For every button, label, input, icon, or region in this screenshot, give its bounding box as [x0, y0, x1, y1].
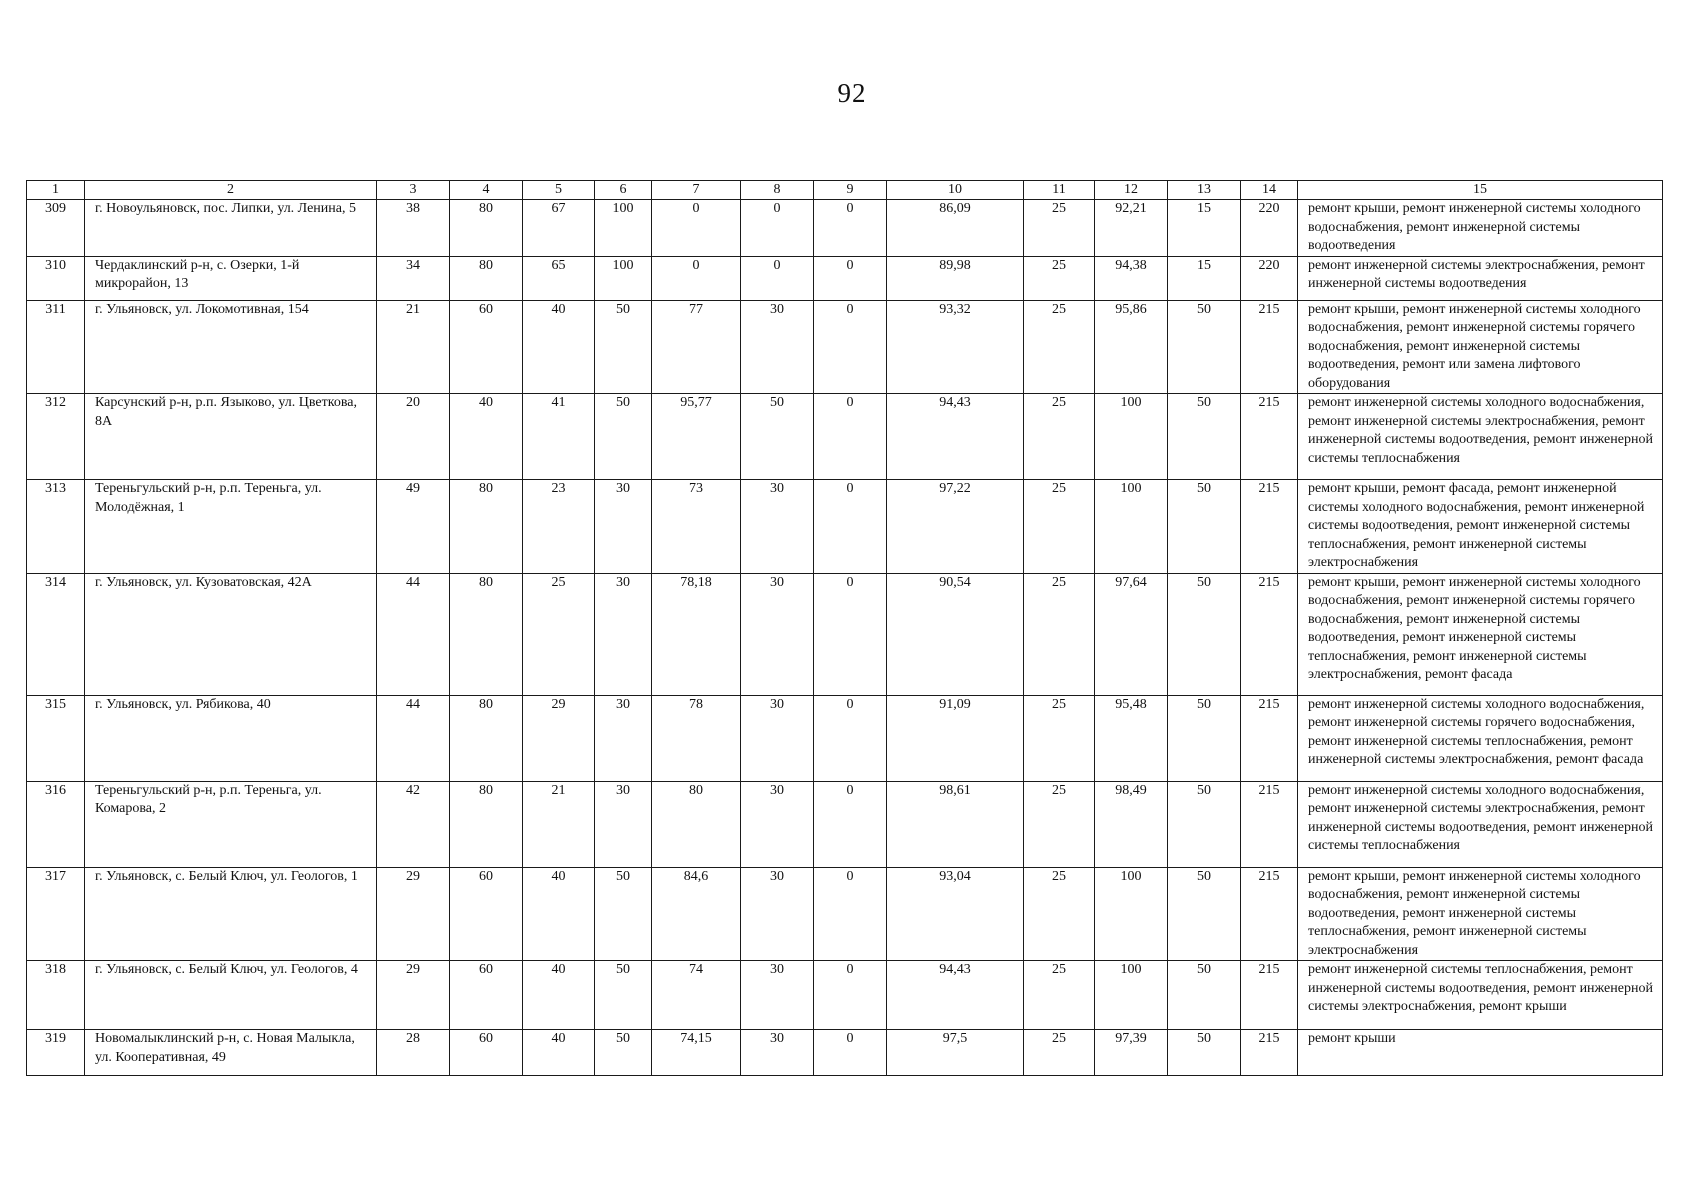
table-row: [27, 695, 1663, 781]
column-header-4: 4: [450, 181, 523, 200]
value-cell: 30: [741, 573, 814, 695]
value-cell: 50: [595, 961, 652, 1030]
row-number-cell: 312: [27, 394, 85, 480]
value-cell: 100: [1095, 961, 1168, 1030]
address-cell: г. Ульяновск, ул. Локомотивная, 154: [85, 300, 377, 394]
value-cell: 50: [1168, 867, 1241, 961]
table-row: [27, 1030, 1663, 1076]
works-cell: ремонт крыши, ремонт инженерной системы холодного водоснабжения, ремонт инженерной системы водоотведения: [1298, 200, 1663, 257]
value-cell: 30: [741, 1030, 814, 1076]
value-cell: 0: [814, 573, 887, 695]
value-cell: 25: [1024, 1030, 1095, 1076]
table-row: [27, 573, 1663, 695]
address-cell: г. Ульяновск, ул. Кузоватовская, 42А: [85, 573, 377, 695]
value-cell: 215: [1241, 573, 1298, 695]
value-cell: 74,15: [652, 1030, 741, 1076]
value-cell: 25: [1024, 256, 1095, 300]
value-cell: 60: [450, 961, 523, 1030]
column-header-6: 6: [595, 181, 652, 200]
value-cell: 25: [1024, 961, 1095, 1030]
value-cell: 60: [450, 867, 523, 961]
table-row: [27, 300, 1663, 394]
value-cell: 30: [741, 781, 814, 867]
value-cell: 97,22: [887, 480, 1024, 574]
value-cell: 25: [1024, 781, 1095, 867]
column-header-10: 10: [887, 181, 1024, 200]
value-cell: 98,61: [887, 781, 1024, 867]
works-cell: ремонт крыши: [1298, 1030, 1663, 1076]
value-cell: 30: [595, 781, 652, 867]
value-cell: 93,32: [887, 300, 1024, 394]
value-cell: 215: [1241, 867, 1298, 961]
value-cell: 77: [652, 300, 741, 394]
value-cell: 40: [523, 300, 595, 394]
row-number-cell: 310: [27, 256, 85, 300]
column-header-9: 9: [814, 181, 887, 200]
value-cell: 44: [377, 695, 450, 781]
value-cell: 50: [595, 1030, 652, 1076]
table-row: [27, 394, 1663, 480]
value-cell: 65: [523, 256, 595, 300]
row-number-cell: 315: [27, 695, 85, 781]
table-row: [27, 781, 1663, 867]
works-cell: ремонт инженерной системы теплоснабжения, ремонт инженерной системы водоотведения, ремонт инженерной системы электроснабжения, ремонт крыши: [1298, 961, 1663, 1030]
value-cell: 30: [741, 480, 814, 574]
value-cell: 74: [652, 961, 741, 1030]
value-cell: 0: [814, 961, 887, 1030]
value-cell: 0: [652, 200, 741, 257]
works-cell: ремонт инженерной системы холодного водоснабжения, ремонт инженерной системы горячего водоснабжения, ремонт инженерной системы теплоснабжения, ремонт инженерной системы электроснабжения, ремонт фасада: [1298, 695, 1663, 781]
value-cell: 0: [814, 300, 887, 394]
value-cell: 100: [1095, 867, 1168, 961]
address-cell: г. Ульяновск, с. Белый Ключ, ул. Геологов, 1: [85, 867, 377, 961]
value-cell: 0: [814, 480, 887, 574]
value-cell: 78: [652, 695, 741, 781]
value-cell: 97,64: [1095, 573, 1168, 695]
table-row: [27, 961, 1663, 1030]
column-header-7: 7: [652, 181, 741, 200]
value-cell: 94,43: [887, 961, 1024, 1030]
value-cell: 97,5: [887, 1030, 1024, 1076]
value-cell: 0: [814, 256, 887, 300]
column-header-14: 14: [1241, 181, 1298, 200]
address-cell: г. Ульяновск, с. Белый Ключ, ул. Геологов, 4: [85, 961, 377, 1030]
value-cell: 95,48: [1095, 695, 1168, 781]
works-cell: ремонт крыши, ремонт инженерной системы холодного водоснабжения, ремонт инженерной системы горячего водоснабжения, ремонт инженерной системы водоотведения, ремонт инженерной системы теплоснабжения, ремонт инженерной системы электроснабжения, ремонт фасада: [1298, 573, 1663, 695]
table-body: [27, 200, 1663, 1076]
value-cell: 29: [377, 867, 450, 961]
value-cell: 95,86: [1095, 300, 1168, 394]
row-number-cell: 316: [27, 781, 85, 867]
value-cell: 0: [814, 200, 887, 257]
value-cell: 215: [1241, 300, 1298, 394]
value-cell: 40: [523, 961, 595, 1030]
works-cell: ремонт инженерной системы холодного водоснабжения, ремонт инженерной системы электроснабжения, ремонт инженерной системы водоотведения, ремонт инженерной системы теплоснабжения: [1298, 781, 1663, 867]
page-number: 92: [837, 78, 867, 108]
value-cell: 60: [450, 1030, 523, 1076]
address-cell: г. Ульяновск, ул. Рябикова, 40: [85, 695, 377, 781]
value-cell: 215: [1241, 1030, 1298, 1076]
value-cell: 50: [1168, 394, 1241, 480]
value-cell: 80: [450, 695, 523, 781]
header-row: [27, 181, 1663, 200]
value-cell: 94,38: [1095, 256, 1168, 300]
value-cell: 50: [741, 394, 814, 480]
value-cell: 78,18: [652, 573, 741, 695]
value-cell: 50: [1168, 781, 1241, 867]
column-header-8: 8: [741, 181, 814, 200]
value-cell: 50: [1168, 695, 1241, 781]
value-cell: 49: [377, 480, 450, 574]
value-cell: 100: [1095, 480, 1168, 574]
value-cell: 30: [595, 695, 652, 781]
row-number-cell: 318: [27, 961, 85, 1030]
value-cell: 100: [595, 200, 652, 257]
value-cell: 0: [814, 695, 887, 781]
value-cell: 25: [1024, 394, 1095, 480]
value-cell: 0: [814, 1030, 887, 1076]
value-cell: 80: [450, 200, 523, 257]
address-cell: Новомалыклинский р-н, с. Новая Малыкла, ул. Кооперативная, 49: [85, 1030, 377, 1076]
value-cell: 50: [1168, 573, 1241, 695]
value-cell: 40: [450, 394, 523, 480]
column-header-2: 2: [85, 181, 377, 200]
works-cell: ремонт крыши, ремонт фасада, ремонт инженерной системы холодного водоснабжения, ремонт инженерной системы водоотведения, ремонт инженерной системы теплоснабжения, ремонт инженерной системы электроснабжения: [1298, 480, 1663, 574]
row-number-cell: 319: [27, 1030, 85, 1076]
value-cell: 41: [523, 394, 595, 480]
value-cell: 100: [595, 256, 652, 300]
value-cell: 34: [377, 256, 450, 300]
value-cell: 84,6: [652, 867, 741, 961]
value-cell: 40: [523, 1030, 595, 1076]
value-cell: 95,77: [652, 394, 741, 480]
value-cell: 0: [814, 867, 887, 961]
value-cell: 15: [1168, 200, 1241, 257]
value-cell: 89,98: [887, 256, 1024, 300]
value-cell: 97,39: [1095, 1030, 1168, 1076]
value-cell: 21: [523, 781, 595, 867]
value-cell: 73: [652, 480, 741, 574]
table-row: [27, 200, 1663, 257]
value-cell: 67: [523, 200, 595, 257]
value-cell: 215: [1241, 480, 1298, 574]
works-cell: ремонт инженерной системы электроснабжения, ремонт инженерной системы водоотведения: [1298, 256, 1663, 300]
column-header-3: 3: [377, 181, 450, 200]
row-number-cell: 314: [27, 573, 85, 695]
value-cell: 94,43: [887, 394, 1024, 480]
value-cell: 80: [450, 781, 523, 867]
value-cell: 50: [595, 867, 652, 961]
column-header-15: 15: [1298, 181, 1663, 200]
value-cell: 25: [523, 573, 595, 695]
value-cell: 90,54: [887, 573, 1024, 695]
table-row: [27, 480, 1663, 574]
value-cell: 60: [450, 300, 523, 394]
value-cell: 25: [1024, 300, 1095, 394]
value-cell: 30: [741, 695, 814, 781]
works-cell: ремонт крыши, ремонт инженерной системы холодного водоснабжения, ремонт инженерной системы водоотведения, ремонт инженерной системы теплоснабжения, ремонт инженерной системы электроснабжения: [1298, 867, 1663, 961]
row-number-cell: 317: [27, 867, 85, 961]
value-cell: 30: [741, 867, 814, 961]
column-header-1: 1: [27, 181, 85, 200]
value-cell: 50: [1168, 961, 1241, 1030]
value-cell: 25: [1024, 867, 1095, 961]
value-cell: 30: [595, 480, 652, 574]
value-cell: 30: [595, 573, 652, 695]
value-cell: 100: [1095, 394, 1168, 480]
value-cell: 25: [1024, 200, 1095, 257]
value-cell: 80: [450, 256, 523, 300]
column-header-5: 5: [523, 181, 595, 200]
value-cell: 215: [1241, 394, 1298, 480]
column-header-12: 12: [1095, 181, 1168, 200]
address-cell: Карсунский р-н, р.п. Языково, ул. Цветкова, 8А: [85, 394, 377, 480]
value-cell: 23: [523, 480, 595, 574]
value-cell: 30: [741, 961, 814, 1030]
table-row: [27, 256, 1663, 300]
value-cell: 25: [1024, 480, 1095, 574]
value-cell: 50: [595, 394, 652, 480]
value-cell: 42: [377, 781, 450, 867]
value-cell: 50: [1168, 300, 1241, 394]
value-cell: 0: [741, 200, 814, 257]
value-cell: 86,09: [887, 200, 1024, 257]
value-cell: 98,49: [1095, 781, 1168, 867]
value-cell: 29: [523, 695, 595, 781]
value-cell: 25: [1024, 695, 1095, 781]
value-cell: 50: [595, 300, 652, 394]
value-cell: 0: [814, 781, 887, 867]
value-cell: 91,09: [887, 695, 1024, 781]
value-cell: 220: [1241, 256, 1298, 300]
value-cell: 0: [741, 256, 814, 300]
value-cell: 215: [1241, 781, 1298, 867]
row-number-cell: 313: [27, 480, 85, 574]
value-cell: 220: [1241, 200, 1298, 257]
value-cell: 93,04: [887, 867, 1024, 961]
value-cell: 0: [814, 394, 887, 480]
column-header-11: 11: [1024, 181, 1095, 200]
value-cell: 40: [523, 867, 595, 961]
value-cell: 25: [1024, 573, 1095, 695]
works-cell: ремонт крыши, ремонт инженерной системы холодного водоснабжения, ремонт инженерной системы горячего водоснабжения, ремонт инженерной системы водоотведения, ремонт или замена лифтового оборудования: [1298, 300, 1663, 394]
value-cell: 215: [1241, 695, 1298, 781]
row-number-cell: 311: [27, 300, 85, 394]
value-cell: 20: [377, 394, 450, 480]
value-cell: 38: [377, 200, 450, 257]
value-cell: 30: [741, 300, 814, 394]
value-cell: 15: [1168, 256, 1241, 300]
value-cell: 0: [652, 256, 741, 300]
value-cell: 215: [1241, 961, 1298, 1030]
value-cell: 29: [377, 961, 450, 1030]
repair-table: [26, 180, 1663, 1076]
value-cell: 28: [377, 1030, 450, 1076]
address-cell: Чердаклинский р-н, с. Озерки, 1-й микрорайон, 13: [85, 256, 377, 300]
value-cell: 50: [1168, 1030, 1241, 1076]
table-container: [26, 180, 1662, 1076]
address-cell: Тереньгульский р-н, р.п. Тереньга, ул. Комарова, 2: [85, 781, 377, 867]
table-row: [27, 867, 1663, 961]
value-cell: 80: [450, 480, 523, 574]
address-cell: Тереньгульский р-н, р.п. Тереньга, ул. Молодёжная, 1: [85, 480, 377, 574]
value-cell: 80: [450, 573, 523, 695]
table-header: [27, 181, 1663, 200]
column-header-13: 13: [1168, 181, 1241, 200]
address-cell: г. Новоульяновск, пос. Липки, ул. Ленина, 5: [85, 200, 377, 257]
value-cell: 21: [377, 300, 450, 394]
value-cell: 80: [652, 781, 741, 867]
value-cell: 50: [1168, 480, 1241, 574]
works-cell: ремонт инженерной системы холодного водоснабжения, ремонт инженерной системы электроснабжения, ремонт инженерной системы водоотведения, ремонт инженерной системы теплоснабжения: [1298, 394, 1663, 480]
row-number-cell: 309: [27, 200, 85, 257]
value-cell: 44: [377, 573, 450, 695]
value-cell: 92,21: [1095, 200, 1168, 257]
